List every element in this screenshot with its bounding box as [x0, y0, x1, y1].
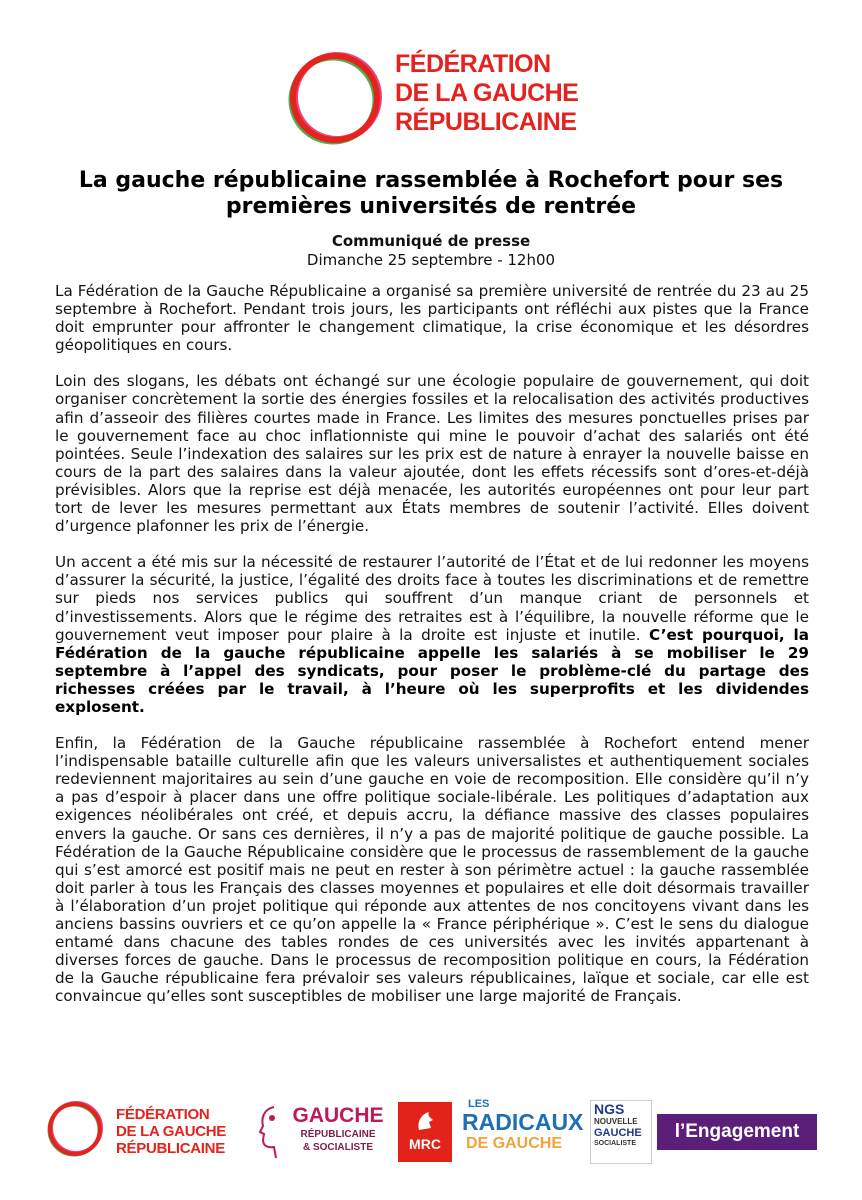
paragraph-1: La Fédération de la Gauche Républicaine a organisé sa première université de rentrée du 23 au 25 septembre à Rochefort. Pendant trois jours, les participants ont réfléchi aux pistes que la France doit emprunter pour affronter le changement climatique, la crise économique et les désordres géopolitiques en cours. — [55, 282, 809, 355]
fgr-line-2: DE LA GAUCHE — [116, 1123, 227, 1140]
grs-line-2: RÉPUBLICAINE — [300, 1129, 376, 1140]
article-body — [55, 282, 809, 1023]
ngs-line-2: NOUVELLE — [594, 1117, 638, 1126]
engagement-logo: l’Engagement — [657, 1114, 817, 1150]
fgr-line-3: RÉPUBLICAINE — [116, 1140, 225, 1157]
paragraph-3 — [55, 553, 809, 716]
radicaux-line-2: RADICAUX — [462, 1109, 584, 1135]
mrc-logo — [398, 1102, 452, 1162]
ngs-line-4: SOCIALISTE — [594, 1140, 637, 1147]
logo-wordmark — [395, 50, 578, 137]
logo-line-2: DE LA GAUCHE — [395, 79, 579, 107]
fgr-line-1: FÉDÉRATION — [116, 1106, 210, 1123]
radicaux-line-1: LES — [468, 1098, 490, 1110]
mrc-label: MRC — [409, 1136, 441, 1152]
fgr-wordmark — [116, 1106, 226, 1157]
press-release-info — [40, 232, 822, 270]
federation-rings-icon — [280, 44, 390, 154]
radicaux-line-3: DE GAUCHE — [466, 1135, 563, 1152]
paragraph-3-plain: Un accent a été mis sur la nécessité de restaurer l’autorité de l’État et de lui redonner les moyens d’assurer la sécurité, la justice, l’égalité des droits face à toutes les discriminations et de remettre sur pieds nos services publics qui souffrent d’un manque criant de personnels et d’investissements. Alors que le régime des retraites est à l’équilibre, la nouvelle réforme que le gouvernement veut imposer pour plaire à la droite est injuste et inutile. — [55, 553, 809, 644]
paragraph-4: Enfin, la Fédération de la Gauche républicaine rassemblée à Rochefort entend mener l’indispensable bataille culturelle afin que les valeurs universalistes et authentiquement sociales redeviennent majoritaires au sein d’une gauche en voie de recomposition. Elle considère qu’il n’y a pas d’espoir à placer dans une offre politique sociale-libérale. Les politiques d’adaptation aux exigences néolibérales ont créé, et depuis accru, la défiance massive des classes populaires envers la gauche. Or sans ces dernières, il n’y a pas de majorité politique de gauche possible. La Fédération de la Gauche Républicaine considère que le processus de rassemblement de la gauche qui s’est amorcé est positif mais ne peut en rester à son périmètre actuel : la gauche rassemblée doit parler à tous les Français des classes moyennes et populaires et elle doit désormais travailler à l’élaboration d’un projet politique qui réponde aux attentes de nos concitoyens vivant dans les anciens bassins ouvriers et ce qu’on appelle la « France périphérique ». C’est le sens du dialogue entamé dans chacune des tables rondes de ces universités avec les invités appartenant à diverses forces de gauche. Dans le processus de recomposition politique en cours, la Fédération de la Gauche républicaine fera prévaloir ses valeurs républicaines, laïque et sociale, car elle est convaincue qu’elles sont susceptibles de mobiliser une large majorité de Français. — [55, 734, 809, 1006]
logo-line-1: FÉDÉRATION — [395, 50, 551, 78]
ngs-line-3: GAUCHE — [594, 1127, 642, 1139]
grs-wordmark — [282, 1104, 394, 1154]
marianne-icon — [413, 1108, 437, 1134]
page-title: La gauche républicaine rassemblée à Rochefort pour ses premières universités de rentrée — [78, 168, 784, 219]
paragraph-3-bold: C’est pourquoi, la Fédération de la gauche républicaine appelle les salariés à se mobiliser le 29 septembre à l’appel des syndicats, pour poser le problème-clé du partage des richesses créées par le travail, à l’heure où les superprofits et les dividendes explosent. — [55, 625, 809, 716]
grs-line-3: & SOCIALISTE — [302, 1142, 373, 1153]
ngs-line-1: NGS — [594, 1101, 625, 1117]
header-logo — [270, 40, 610, 150]
radicaux-logo — [462, 1098, 582, 1164]
ngs-logo — [590, 1100, 652, 1164]
release-date: Dimanche 25 septembre - 12h00 — [306, 251, 556, 269]
subtitle: Communiqué de presse — [331, 232, 531, 250]
paragraph-2: Loin des slogans, les débats ont échangé sur une écologie populaire de gouvernement, qui doit organiser concrètement la sortie des énergies fossiles et la relocalisation des activités productives afin d’asseoir des filières courtes made in France. Les limites des mesures ponctuelles prises par le gouvernement face au choc inflationniste qui mine le pouvoir d’achat des salariés ont été pointées. Seule l’indexation des salaires sur les prix est de nature à enrayer la nouvelle baisse en cours de la part des salaires dans la valeur ajoutée, dont les effets récessifs sont d’ores-et-déjà prévisibles. Alors que la reprise est déjà menacée, les autorités européennes ont pour leur part tort de lever les mesures permettant aux États membres de soutenir l’activité. Elles doivent d’urgence plafonner les prix de l’énergie. — [55, 372, 809, 536]
logo-line-3: RÉPUBLICAINE — [395, 108, 577, 136]
grs-logo — [258, 1100, 398, 1165]
fgr-rings-icon — [42, 1096, 108, 1162]
grs-line-1: GAUCHE — [292, 1104, 384, 1127]
partner-logos — [40, 1090, 830, 1170]
fgr-logo — [42, 1094, 257, 1164]
